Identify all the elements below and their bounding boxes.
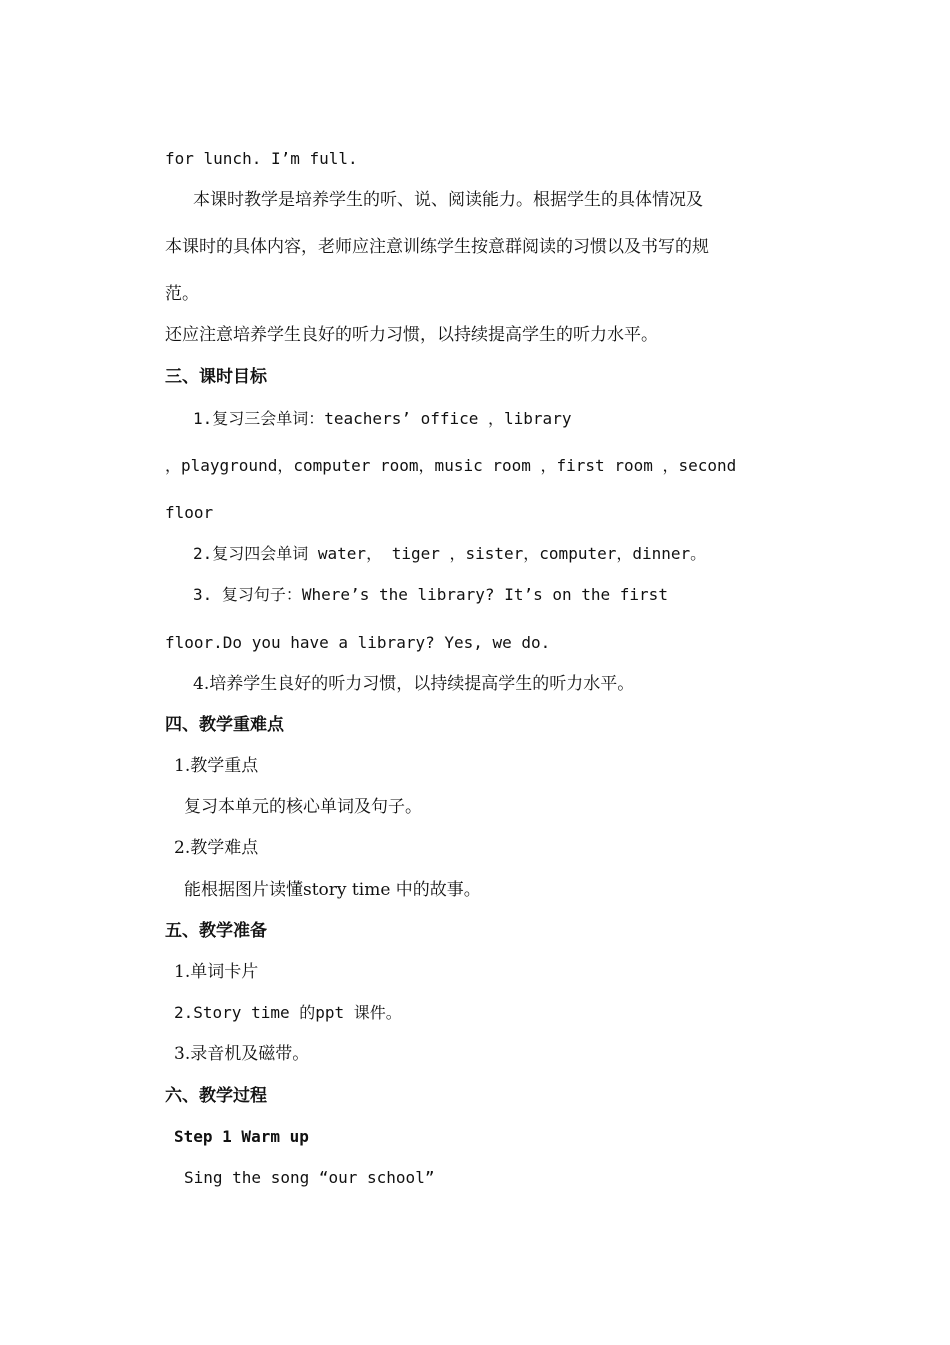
paragraph-line: 还应注意培养学生良好的听力习惯，以持续提高学生的听力水平。 bbox=[165, 325, 658, 345]
list-item: 2.Story time 的ppt 课件。 bbox=[174, 1003, 402, 1022]
list-item: 1.单词卡片 bbox=[174, 962, 259, 982]
goal-item: floor.Do you have a library? Yes, we do. bbox=[165, 633, 551, 652]
section-heading: 五、教学准备 bbox=[165, 921, 267, 941]
goal-item: 4.培养学生良好的听力习惯，以持续提高学生的听力水平。 bbox=[193, 674, 635, 694]
text-line: 复习本单元的核心单词及句子。 bbox=[184, 797, 422, 817]
step-heading: Step 1 Warm up bbox=[174, 1127, 309, 1146]
goal-item: 3. 复习句子：Where’s the library? It’s on the first bbox=[193, 585, 668, 604]
goal-item: ，playground，computer room，music room ，first room ，second bbox=[165, 456, 737, 475]
paragraph-line: 本课时教学是培养学生的听、说、阅读能力。根据学生的具体情况及 bbox=[193, 190, 703, 210]
goal-item: floor bbox=[165, 503, 214, 522]
sub-heading: 1.教学重点 bbox=[174, 756, 259, 776]
list-item: 3.录音机及磁带。 bbox=[174, 1044, 310, 1064]
section-heading: 三、课时目标 bbox=[165, 367, 267, 387]
section-heading: 六、教学过程 bbox=[165, 1086, 267, 1106]
paragraph-line: 范。 bbox=[165, 284, 199, 304]
goal-item: 2.复习四会单词 water， tiger ，sister，computer，dinner。 bbox=[193, 544, 707, 563]
sub-heading: 2.教学难点 bbox=[174, 838, 259, 858]
text-line: for lunch. I’m full. bbox=[165, 149, 358, 168]
section-heading: 四、教学重难点 bbox=[165, 715, 284, 735]
goal-item: 1.复习三会单词：teachers’ office ，library bbox=[193, 409, 572, 428]
paragraph-line: 本课时的具体内容，老师应注意训练学生按意群阅读的习惯以及书写的规 bbox=[165, 237, 709, 257]
text-line: 能根据图片读懂story time 中的故事。 bbox=[184, 880, 481, 900]
text-line: Sing the song “our school” bbox=[184, 1168, 435, 1187]
